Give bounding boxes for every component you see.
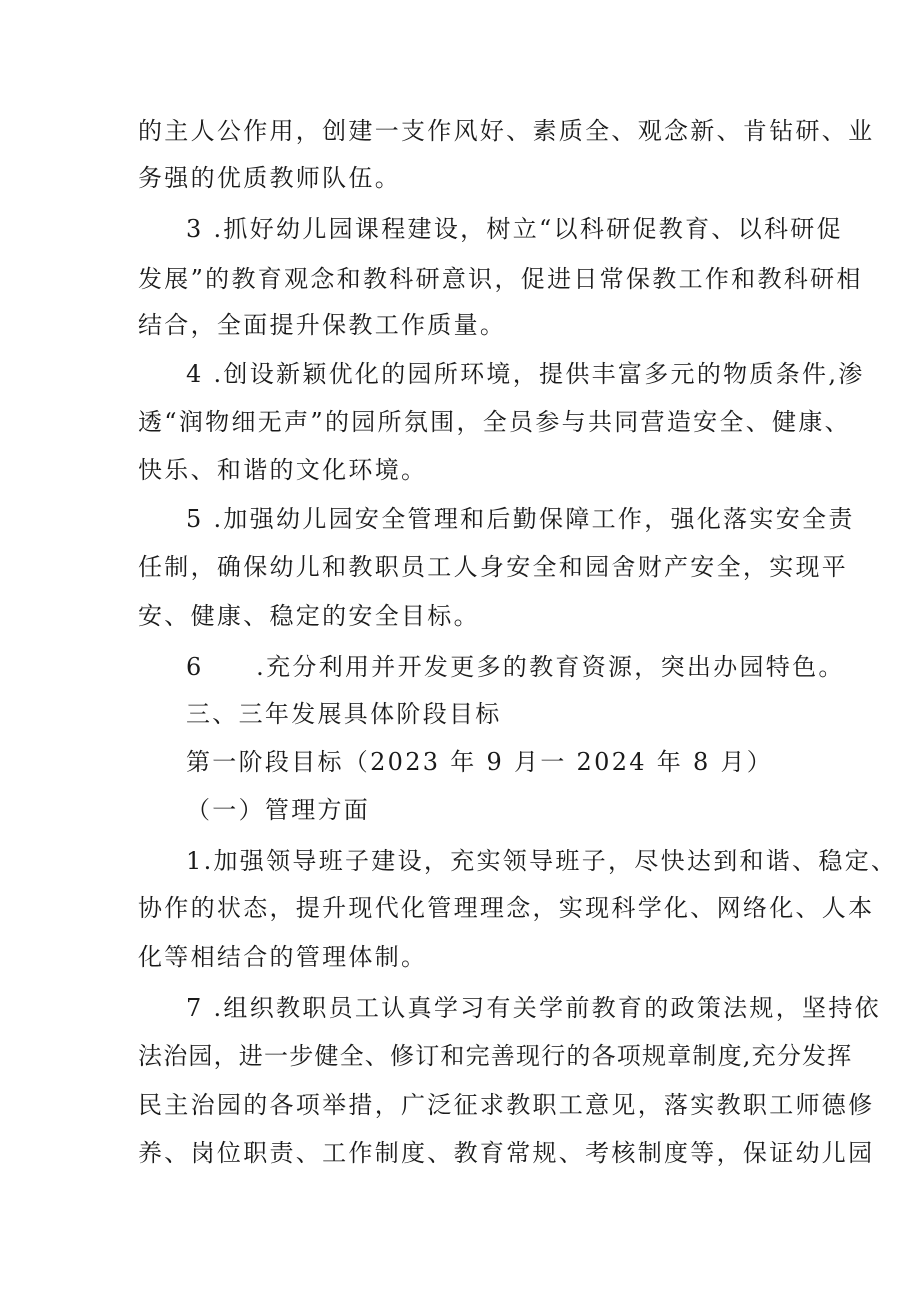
text-line: 6 .充分利用并开发更多的教育资源，突出办园特色。 [186,653,845,681]
section-heading: 三、三年发展具体阶段目标 [186,700,502,728]
text-line: 化等相结合的管理体制。 [138,943,428,971]
text-line: 7 .组织教职员工认真学习有关学前教育的政策法规，坚持依 [186,994,881,1022]
text-line: 4 .创设新颖优化的园所环境，提供丰富多元的物质条件,渗 [186,360,865,388]
text-line: 1.加强领导班子建设，充实领导班子，尽快达到和谐、稳定、 [186,847,898,875]
text-line: 快乐、和谐的文化环境。 [138,456,428,484]
text-line: 任制，确保幼儿和教职员工人身安全和园舍财产安全，实现平 [138,553,849,581]
text-line: 3 .抓好幼儿园课程建设，树立“以科研促教育、以科研促 [186,215,843,243]
text-line: 发展”的教育观念和教科研意识，促进日常保教工作和教科研相 [138,265,863,293]
text-line: 5 .加强幼儿园安全管理和后勤保障工作，强化落实安全责 [186,505,855,533]
text-line: 务强的优质教师队伍。 [138,164,401,192]
text-line: 养、岗位职责、工作制度、教育常规、考核制度等，保证幼儿园 [138,1139,875,1167]
text-line: 透“润物细无声”的园所氛围，全员参与共同营造安全、健康、 [138,408,851,436]
text-line: 结合，全面提升保教工作质量。 [138,311,507,339]
text-line: 法治园，进一步健全、修订和完善现行的各项规章制度,充分发挥 [138,1042,853,1070]
text-line: 的主人公作用，创建一支作风好、素质全、观念新、肯钻研、业 [138,117,875,145]
text-line: 安、健康、稳定的安全目标。 [138,602,480,630]
text-line: 民主治园的各项举措，广泛征求教职工意见，落实教职工师德修 [138,1091,875,1119]
subsection-heading: （一）管理方面 [186,796,371,824]
stage-heading: 第一阶段目标（2023 年 9 月一 2024 年 8 月） [186,748,774,776]
text-line: 协作的状态，提升现代化管理理念，实现科学化、网络化、人本 [138,894,875,922]
